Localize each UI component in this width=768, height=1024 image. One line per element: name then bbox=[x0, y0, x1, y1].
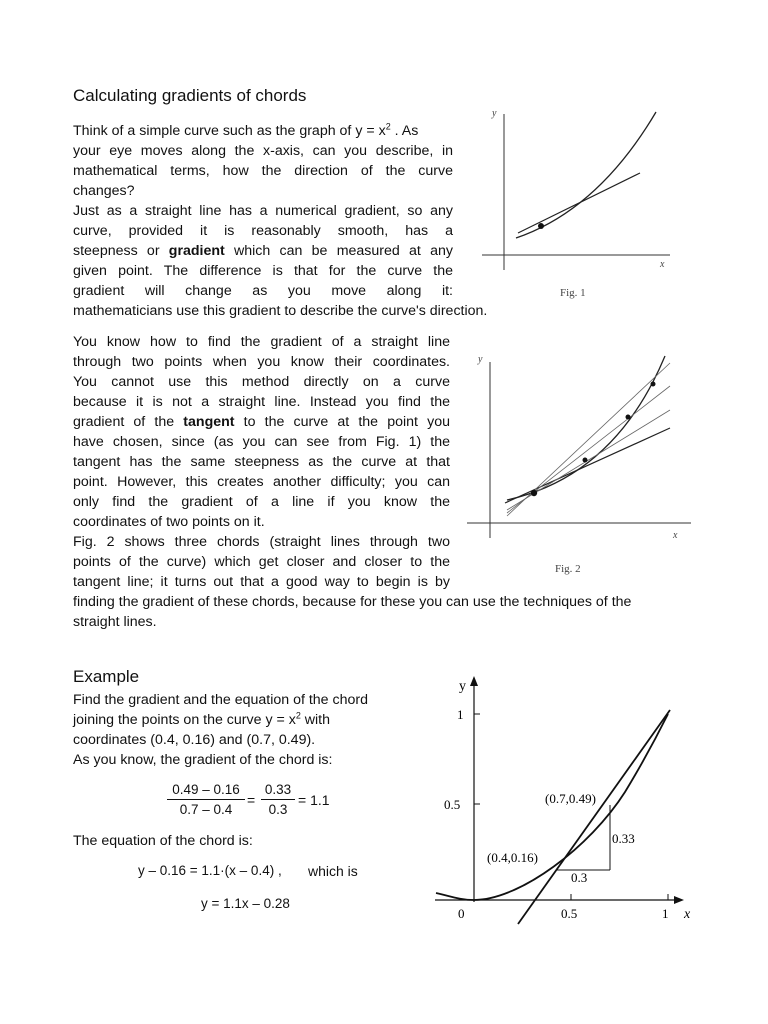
tangent-paragraph bbox=[73, 332, 450, 592]
chord-equation: y – 0.16 = 1.1·(x – 0.4) , bbox=[138, 863, 282, 878]
p1-line-1: Think of a simple curve such as the graph of y = x bbox=[73, 123, 386, 139]
gradient-fraction-1 bbox=[167, 782, 245, 817]
p2-line-13: tangent line; it turns out that a good way to begin is by bbox=[73, 574, 450, 590]
p2-line-3: You cannot use this method directly on a curve bbox=[73, 374, 450, 390]
example-line-2-tail: with bbox=[300, 712, 330, 728]
p2-line-9: only find the gradient of a line if you know the bbox=[73, 494, 450, 510]
p1-line-6: curve, provided it is reasonably smooth, has a bbox=[73, 223, 453, 239]
fig2-tangent-point bbox=[531, 490, 537, 496]
x-tick-label-1: 1 bbox=[662, 906, 669, 921]
p1-line-7 bbox=[73, 241, 453, 261]
graph-x-arrow bbox=[674, 896, 684, 904]
p2-line-14: finding the gradient of these chords, because for these you can use the techniques of the bbox=[73, 594, 632, 610]
example-line-2 bbox=[73, 710, 368, 730]
fraction-2-numerator: 0.33 bbox=[261, 782, 295, 800]
fig2-y-label: y bbox=[478, 354, 483, 365]
p2-line-7: tangent has the same steepness as the curve at that bbox=[73, 454, 450, 470]
p1-line-1-tail: . As bbox=[390, 123, 419, 139]
p2-line-5 bbox=[73, 412, 450, 432]
p2-line-2: through two points when you know their coordinates. bbox=[73, 354, 450, 370]
p1-line-2: your eye moves along the x-axis, can you describe, in bbox=[73, 143, 453, 159]
bold-gradient: gradient bbox=[168, 243, 225, 259]
gradient-fraction-2 bbox=[261, 782, 295, 817]
figure-1 bbox=[478, 100, 693, 305]
superscript-2: 2 bbox=[385, 121, 391, 132]
fig2-chord-3 bbox=[507, 410, 670, 510]
fig1-tangent-point bbox=[538, 223, 544, 229]
run-label: 0.3 bbox=[571, 870, 588, 885]
fig1-y-label: y bbox=[492, 108, 497, 119]
gradient-result: = 1.1 bbox=[298, 792, 330, 808]
p1-line-5: Just as a straight line has a numerical gradient, so any bbox=[73, 203, 453, 219]
example-line-2-a: joining the points on the curve y = x bbox=[73, 712, 296, 728]
p1-line-4: changes? bbox=[73, 183, 135, 199]
fig1-x-label: x bbox=[660, 259, 665, 270]
example-heading: Example bbox=[73, 667, 140, 686]
point-a-label: (0.4,0.16) bbox=[487, 850, 538, 865]
chord-line bbox=[518, 710, 670, 924]
graph-x-label: x bbox=[684, 907, 691, 922]
p2-line-5-b: to the curve at the point you bbox=[243, 414, 450, 430]
example-line-1: Find the gradient and the equation of the chord bbox=[73, 692, 369, 708]
example-line-3: coordinates (0.4, 0.16) and (0.7, 0.49). bbox=[73, 732, 316, 748]
fig2-caption: Fig. 2 bbox=[555, 563, 581, 575]
p1-line-8: given point. The difference is that for the curve the bbox=[73, 263, 453, 279]
chord-intro: The equation of the chord is: bbox=[73, 833, 253, 849]
p2-line-6: have chosen, since (as you can see from Fig. 1) the bbox=[73, 434, 450, 450]
p2-line-8: point. However, this creates another difficulty; you can bbox=[73, 474, 450, 490]
p2-line-15: straight lines. bbox=[73, 614, 157, 630]
p2-line-1: You know how to find the gradient of a straight line bbox=[73, 334, 450, 350]
p1-line-9: gradient will change as you move along it: bbox=[73, 283, 453, 299]
fig2-x-label: x bbox=[673, 530, 678, 541]
example-text bbox=[73, 690, 368, 770]
example-graph bbox=[430, 672, 705, 932]
fraction-2-denominator: 0.3 bbox=[268, 802, 288, 817]
p2-line-11: Fig. 2 shows three chords (straight lines through two bbox=[73, 534, 450, 550]
fig1-caption: Fig. 1 bbox=[560, 287, 586, 299]
fig2-chord-point-2 bbox=[626, 415, 631, 420]
y-tick-label-05: 0.5 bbox=[444, 797, 461, 812]
equals-sign-1: = bbox=[247, 792, 256, 808]
point-b-label: (0.7,0.49) bbox=[545, 791, 596, 806]
fraction-1-denominator: 0.7 – 0.4 bbox=[179, 802, 233, 817]
fig2-chord-point-3 bbox=[651, 382, 656, 387]
rise-label: 0.33 bbox=[612, 831, 635, 846]
p1-line-10: mathematicians use this gradient to describe the curve's direction. bbox=[73, 303, 488, 319]
p2-line-12: points of the curve) which get closer and closer to the bbox=[73, 554, 450, 570]
p2-line-5-a: gradient of the bbox=[73, 414, 175, 430]
p1-line-7-b: which can be measured at any bbox=[234, 243, 453, 259]
graph-y-label: y bbox=[459, 679, 466, 694]
p1-line-7-a: steepness or bbox=[73, 243, 160, 259]
x-tick-label-0: 0 bbox=[458, 906, 465, 921]
section-heading: Calculating gradients of chords bbox=[73, 86, 307, 105]
fig2-chord-point-1 bbox=[583, 458, 588, 463]
p2-line-10: coordinates of two points on it. bbox=[73, 514, 265, 530]
fraction-1-numerator: 0.49 – 0.16 bbox=[167, 782, 245, 800]
final-equation: y = 1.1x – 0.28 bbox=[201, 896, 290, 911]
example-line-4: As you know, the gradient of the chord is: bbox=[73, 752, 333, 768]
fig1-tangent-line bbox=[518, 173, 640, 233]
graph-y-arrow bbox=[470, 676, 478, 686]
bold-tangent: tangent bbox=[183, 414, 235, 430]
fig2-tangent-line bbox=[505, 428, 670, 503]
p1-line-3: mathematical terms, how the direction of the curve bbox=[73, 163, 453, 179]
x-tick-label-05: 0.5 bbox=[561, 906, 578, 921]
parabola-curve bbox=[436, 714, 668, 900]
intro-paragraph bbox=[73, 121, 453, 301]
which-is-text: which is bbox=[308, 863, 358, 879]
figure-2 bbox=[465, 348, 697, 566]
y-tick-label-1: 1 bbox=[457, 707, 464, 722]
example-superscript-2: 2 bbox=[295, 710, 301, 721]
p2-line-4: because it is not a straight line. Instead you find the bbox=[73, 394, 450, 410]
